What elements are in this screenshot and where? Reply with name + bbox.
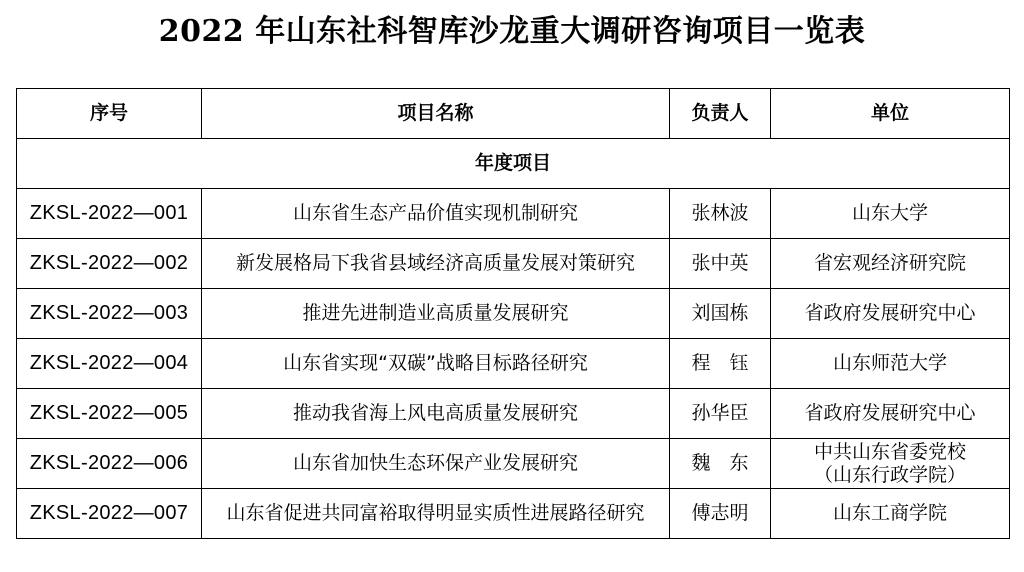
- table-row: [17, 389, 1010, 439]
- project-name: 山东省促进共同富裕取得明显实质性进展路径研究: [202, 489, 670, 539]
- project-unit: 中共山东省委党校 （山东行政学院）: [771, 439, 1010, 489]
- column-header-name: 项目名称: [202, 89, 670, 139]
- project-leader: 孙华臣: [670, 389, 771, 439]
- table-row: [17, 439, 1010, 489]
- project-number: ZKSL-2022—001: [17, 189, 202, 239]
- project-number: ZKSL-2022—003: [17, 289, 202, 339]
- project-number: ZKSL-2022—005: [17, 389, 202, 439]
- table-row: [17, 289, 1010, 339]
- column-header-leader: 负责人: [670, 89, 771, 139]
- page-title: 2022 年山东社科智库沙龙重大调研咨询项目一览表: [158, 14, 866, 49]
- column-header-unit: 单位: [771, 89, 1010, 139]
- project-number: ZKSL-2022—006: [17, 439, 202, 489]
- project-number: ZKSL-2022—007: [17, 489, 202, 539]
- project-name: 推动我省海上风电高质量发展研究: [202, 389, 670, 439]
- table-header-row: [17, 89, 1010, 139]
- table-row: [17, 189, 1010, 239]
- project-name: 推进先进制造业高质量发展研究: [202, 289, 670, 339]
- project-name: 山东省生态产品价值实现机制研究: [202, 189, 670, 239]
- section-label: 年度项目: [17, 139, 1010, 189]
- project-leader: 程 钰: [670, 339, 771, 389]
- project-unit: 省政府发展研究中心: [771, 289, 1010, 339]
- table-row: [17, 239, 1010, 289]
- project-number: ZKSL-2022—002: [17, 239, 202, 289]
- project-unit: 山东师范大学: [771, 339, 1010, 389]
- table-row: [17, 489, 1010, 539]
- column-header-no: 序号: [17, 89, 202, 139]
- project-leader: 魏 东: [670, 439, 771, 489]
- project-unit: 山东工商学院: [771, 489, 1010, 539]
- project-leader: 傅志明: [670, 489, 771, 539]
- project-leader: 张中英: [670, 239, 771, 289]
- project-name: 山东省加快生态环保产业发展研究: [202, 439, 670, 489]
- project-name: 山东省实现“双碳”战略目标路径研究: [202, 339, 670, 389]
- project-leader: 刘国栋: [670, 289, 771, 339]
- section-row: [17, 139, 1010, 189]
- project-unit: 省宏观经济研究院: [771, 239, 1010, 289]
- project-name: 新发展格局下我省县域经济高质量发展对策研究: [202, 239, 670, 289]
- project-table: [16, 88, 1010, 539]
- table-row: [17, 339, 1010, 389]
- project-unit: 省政府发展研究中心: [771, 389, 1010, 439]
- project-leader: 张林波: [670, 189, 771, 239]
- project-unit: 山东大学: [771, 189, 1010, 239]
- project-number: ZKSL-2022—004: [17, 339, 202, 389]
